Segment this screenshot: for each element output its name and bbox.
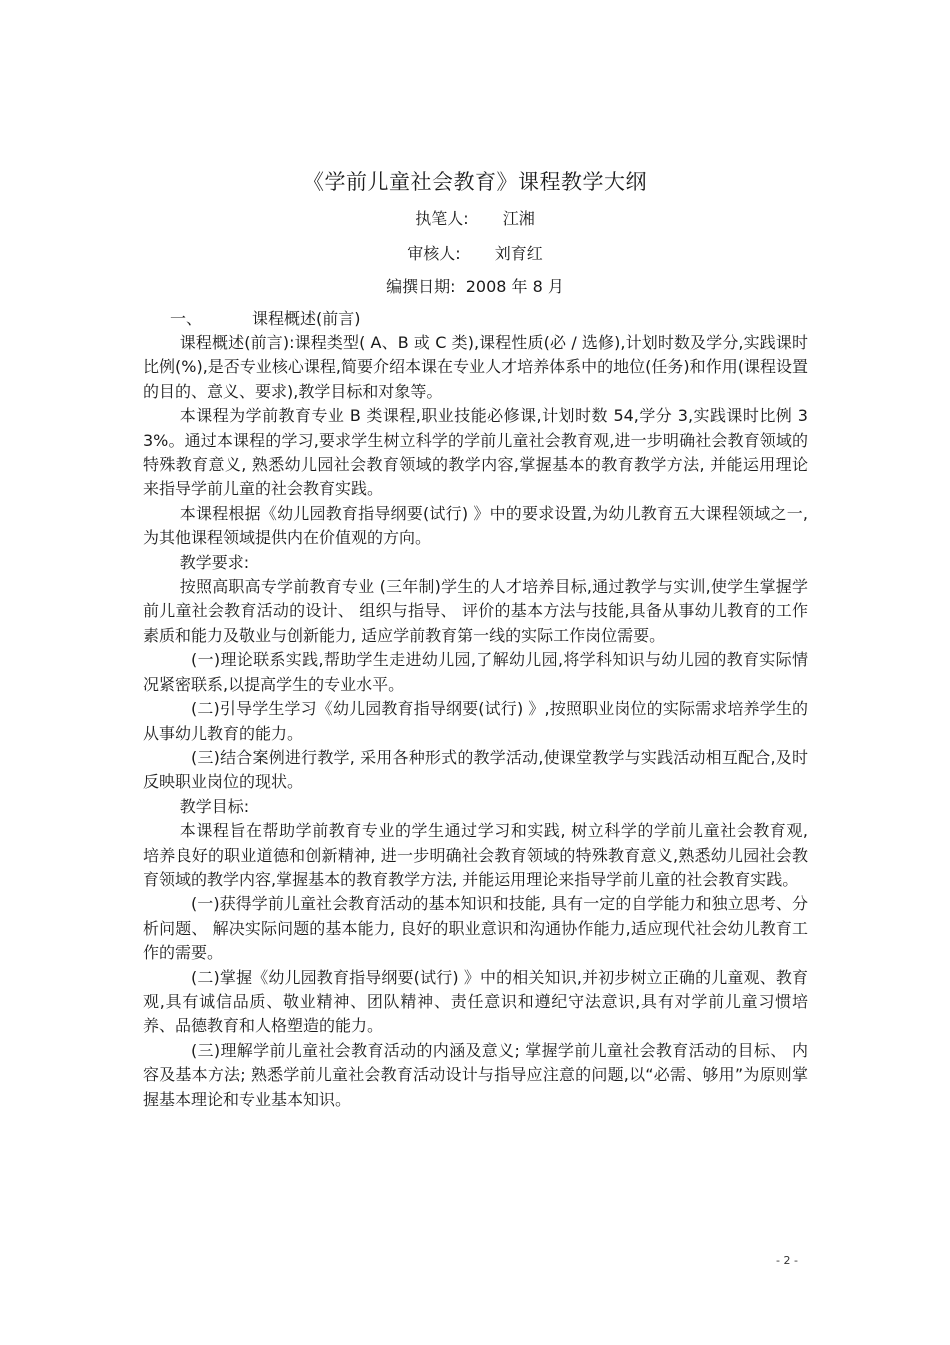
- page-number: - 2 -: [776, 1254, 798, 1267]
- paragraph-label: 教学要求:: [179, 552, 250, 572]
- section-number: 一、: [170, 309, 203, 328]
- paragraph: (三)理解学前儿童社会教育活动的内涵及意义; 掌握学前儿童社会教育活动的目标、 内容及基本方法; 熟悉学前儿童社会教育活动设计与指导应注意的问题,以“必需、够用”为原则掌握基本理论和专业基本知识。: [143, 1040, 808, 1109]
- body-content: [143, 331, 808, 1112]
- paragraph: 按照高职高专学前教育专业 (三年制)学生的人才培养目标,通过教学与实训,使学生掌握学前儿童社会教育活动的设计、 组织与指导、 评价的基本方法与技能,具备从事幼儿教育的工作素质和能力及敬业与创新能力, 适应学前教育第一线的实际工作岗位需要。: [143, 577, 808, 645]
- author-line: [0, 206, 950, 229]
- paragraph: 本课程根据《幼儿园教育指导纲要(试行) 》中的要求设置,为幼儿教育五大课程领域之一,为其他课程领域提供内在价值观的方向。: [143, 503, 808, 548]
- reviewer-label: 审核人:: [407, 244, 461, 263]
- reviewer-line: [0, 241, 950, 264]
- section-heading: [170, 306, 361, 329]
- paragraph: 本课程旨在帮助学前教育专业的学生通过学习和实践, 树立科学的学前儿童社会教育观, 培养良好的职业道德和创新精神, 进一步明确社会教育领域的特殊教育意义,熟悉幼儿园社会教育领域的教学内容,掌握基本的教育教学方法, 并能运用理论来指导学前儿童的社会教育实践。: [143, 821, 808, 889]
- author-label: 执笔人:: [415, 209, 469, 228]
- paragraph: (一)获得学前儿童社会教育活动的基本知识和技能, 具有一定的自学能力和独立思考、分析问题、 解决实际问题的基本能力, 良好的职业意识和沟通协作能力,适应现代社会幼儿教育工作的需要。: [143, 894, 808, 963]
- date-line: [0, 274, 950, 297]
- author-name: 江湘: [502, 209, 535, 228]
- paragraph-label: 教学目标:: [179, 796, 250, 816]
- paragraph: (二)掌握《幼儿园教育指导纲要(试行) 》中的相关知识,并初步树立正确的儿童观、教育观,具有诚信品质、敬业精神、团队精神、责任意识和遵纪守法意识,具有对学前儿童习惯培养、品德教育和人格塑造的能力。: [143, 967, 808, 1036]
- paragraph: 课程概述(前言):课程类型( A、B 或 C 类),课程性质(必 / 选修),计划时数及学分,实践课时比例(%),是否专业核心课程,简要介绍本课在专业人才培养体系中的地位(任务)和作用(课程设置的目的、意义、要求),教学目标和对象等。: [143, 333, 808, 401]
- date-label: 编撰日期:: [386, 277, 456, 296]
- paragraph: (二)引导学生学习《幼儿园教育指导纲要(试行) 》,按照职业岗位的实际需求培养学生的从事幼儿教育的能力。: [143, 699, 808, 743]
- paragraph: (一)理论联系实践,帮助学生走进幼儿园,了解幼儿园,将学科知识与幼儿园的教育实际情况紧密联系,以提高学生的专业水平。: [143, 650, 808, 694]
- paragraph: 本课程为学前教育专业 B 类课程,职业技能必修课,计划时数 54,学分 3,实践课时比例 33%。通过本课程的学习,要求学生树立科学的学前儿童社会教育观,进一步明确社会教育领域的特殊教育意义, 熟悉幼儿园社会教育领域的教学内容,掌握基本的教育教学方法, 并能运用理论来指导学前儿童的社会教育实践。: [143, 406, 808, 499]
- date-value: 2008 年 8 月: [465, 277, 564, 296]
- section-title: 课程概述(前言): [252, 309, 361, 328]
- reviewer-name: 刘育红: [494, 244, 543, 263]
- paragraph: (三)结合案例进行教学, 采用各种形式的教学活动,使课堂教学与实践活动相互配合,及时反映职业岗位的现状。: [143, 747, 808, 792]
- document-title: 《学前儿童社会教育》课程教学大纲: [303, 170, 647, 194]
